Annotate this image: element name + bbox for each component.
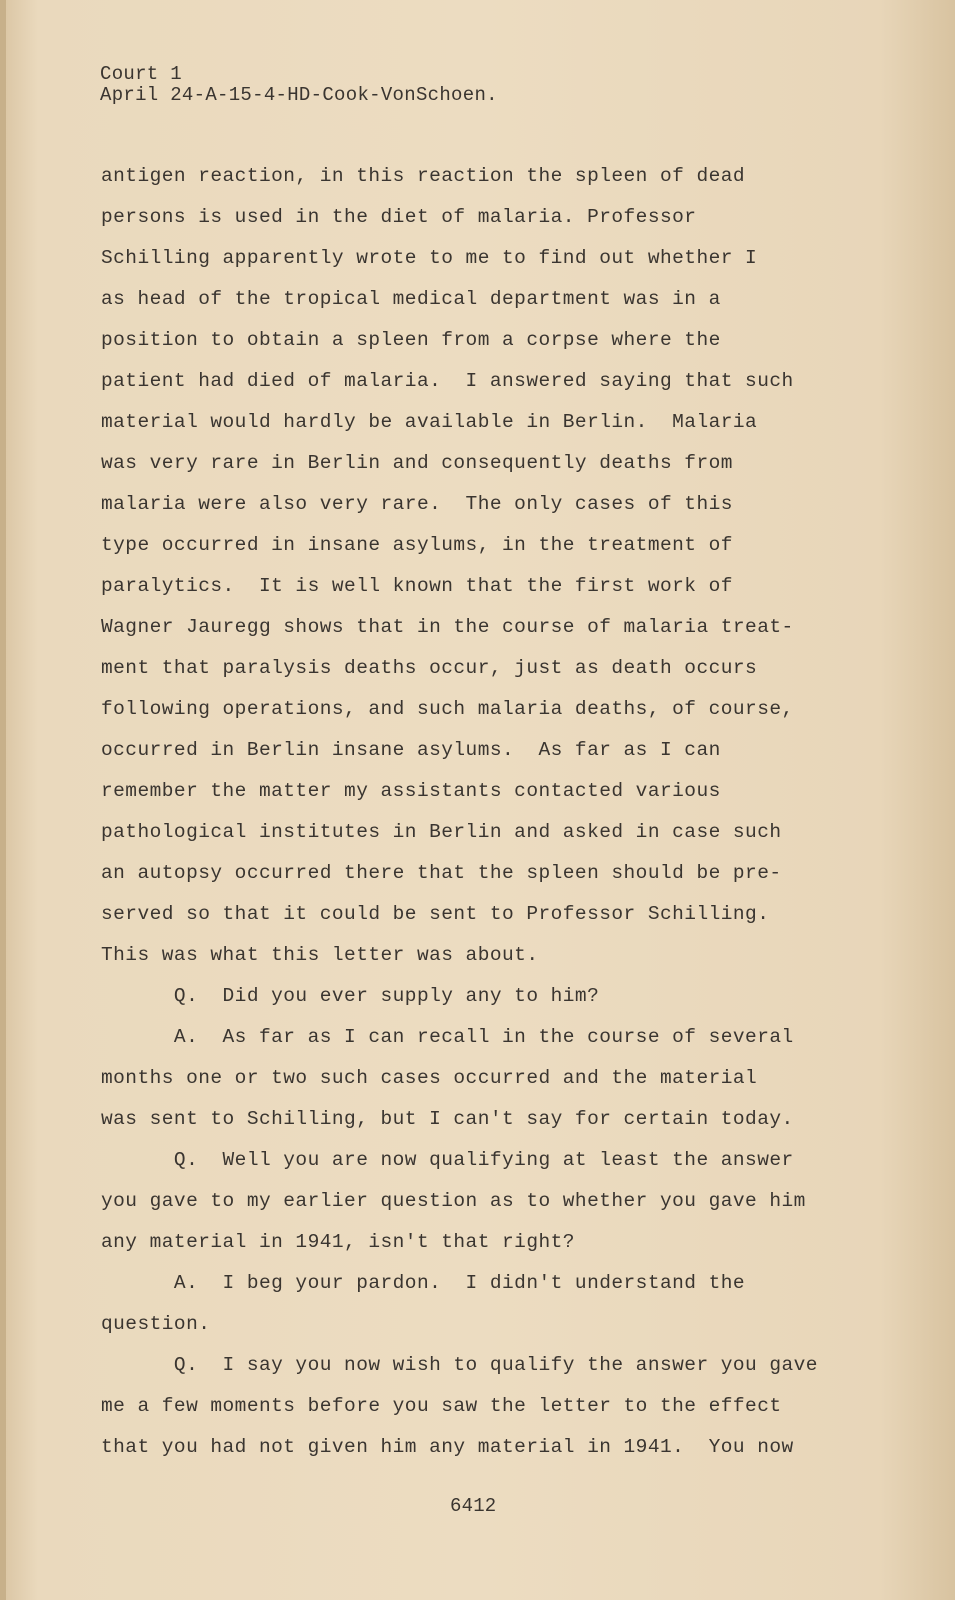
text-line: material would hardly be available in Berlin. Malaria	[101, 411, 758, 433]
question-line: Q. Did you ever supply any to him?	[101, 985, 600, 1007]
answer-line: A. As far as I can recall in the course of several	[101, 1026, 794, 1048]
answer-line: A. I beg your pardon. I didn't understand the	[101, 1272, 746, 1294]
text-line: as head of the tropical medical department was in a	[101, 288, 721, 310]
page-header	[100, 64, 498, 106]
question-line: Q. Well you are now qualifying at least the answer	[101, 1149, 794, 1171]
text-line: me a few moments before you saw the letter to the effect	[101, 1395, 782, 1417]
text-line: antigen reaction, in this reaction the spleen of dead	[101, 165, 746, 187]
text-line: question.	[101, 1313, 211, 1335]
session-label: April 24-A-15-4-HD-Cook-VonSchoen.	[100, 84, 498, 106]
text-line: malaria were also very rare. The only cases of this	[101, 493, 733, 515]
text-line: persons is used in the diet of malaria. Professor	[101, 206, 697, 228]
text-line: pathological institutes in Berlin and asked in case such	[101, 821, 782, 843]
transcript-body	[101, 158, 818, 1470]
text-line: months one or two such cases occurred and the material	[101, 1067, 758, 1089]
binding-edge	[0, 0, 6, 1600]
text-line: that you had not given him any material in 1941. You now	[101, 1436, 794, 1458]
text-line: paralytics. It is well known that the first work of	[101, 575, 733, 597]
text-line: type occurred in insane asylums, in the treatment of	[101, 534, 733, 556]
text-line: any material in 1941, isn't that right?	[101, 1231, 575, 1253]
court-label: Court 1	[100, 63, 182, 85]
text-line: was very rare in Berlin and consequently deaths from	[101, 452, 733, 474]
text-line: ment that paralysis deaths occur, just as death occurs	[101, 657, 758, 679]
text-line: occurred in Berlin insane asylums. As far as I can	[101, 739, 721, 761]
text-line: remember the matter my assistants contacted various	[101, 780, 721, 802]
text-line: served so that it could be sent to Professor Schilling.	[101, 903, 770, 925]
page-number: 6412	[450, 1495, 497, 1517]
text-line: This was what this letter was about.	[101, 944, 539, 966]
text-line: Wagner Jauregg shows that in the course of malaria treat-	[101, 616, 794, 638]
text-line: was sent to Schilling, but I can't say for certain today.	[101, 1108, 794, 1130]
text-line: following operations, and such malaria deaths, of course,	[101, 698, 794, 720]
text-line: patient had died of malaria. I answered saying that such	[101, 370, 794, 392]
text-line: an autopsy occurred there that the spleen should be pre-	[101, 862, 782, 884]
text-line: position to obtain a spleen from a corpse where the	[101, 329, 721, 351]
question-line: Q. I say you now wish to qualify the answer you gave	[101, 1354, 818, 1376]
text-line: Schilling apparently wrote to me to find out whether I	[101, 247, 758, 269]
text-line: you gave to my earlier question as to whether you gave him	[101, 1190, 806, 1212]
